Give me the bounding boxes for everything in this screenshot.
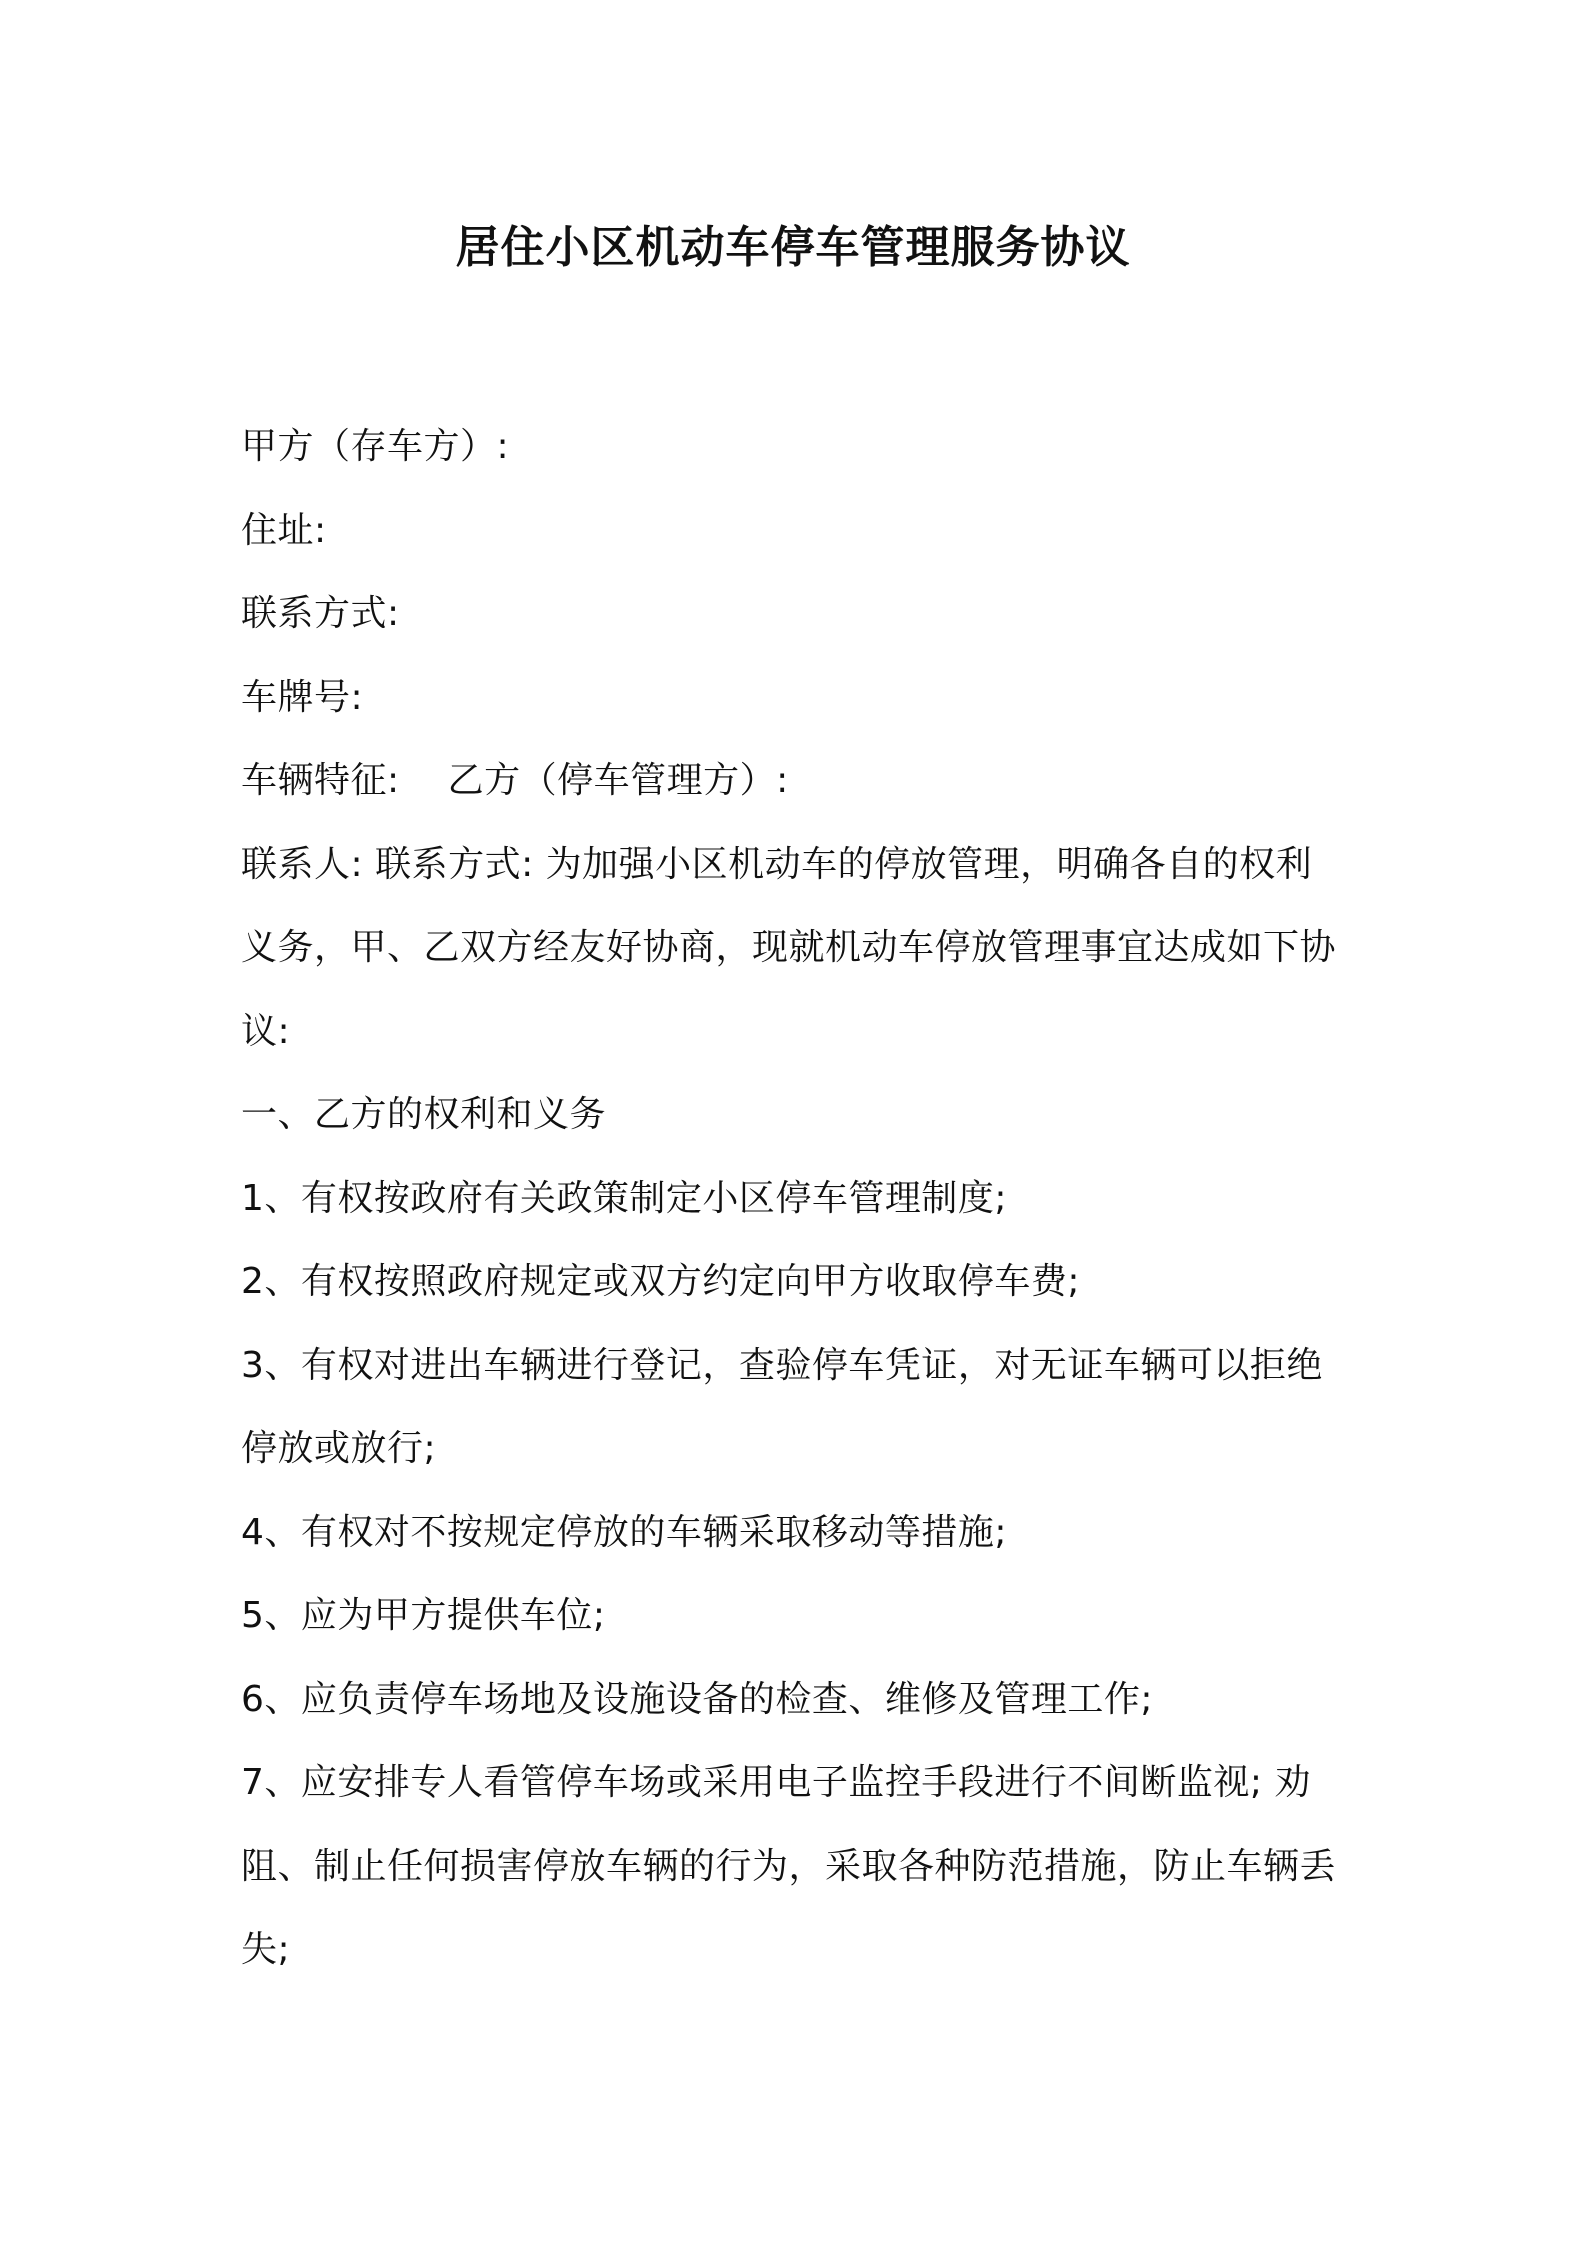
section-heading: 一、乙方的权利和义务 [241, 1094, 607, 1135]
party-b-label: 乙方（停车管理方）: [447, 760, 789, 801]
vehicle-features-label: 车辆特征: [241, 760, 400, 801]
clause-2: 2、有权按照政府规定或双方约定向甲方收取停车费; [241, 1261, 1081, 1302]
intro-line-1: 联系人: 联系方式: 为加强小区机动车的停放管理，明确各自的权利 [241, 843, 1313, 885]
clause-5: 5、应为甲方提供车位; [241, 1595, 606, 1636]
vehicle-and-party-b-line [241, 739, 1361, 823]
party-a-label: 甲方（存车方）: [241, 426, 510, 467]
clause-7-line-3: 失; [241, 1929, 291, 1970]
clause-3-line-1: 3、有权对进出车辆进行登记，查验停车凭证，对无证车辆可以拒绝 [241, 1344, 1323, 1386]
plate-number-label: 车牌号: [241, 676, 364, 718]
address-label: 住址: [241, 509, 327, 551]
intro-line-3: 议: [241, 1010, 291, 1052]
clause-3-line-2: 停放或放行; [241, 1428, 437, 1469]
document-title: 居住小区机动车停车管理服务协议 [455, 222, 1131, 273]
clause-1: 1、有权按政府有关政策制定小区停车管理制度; [241, 1177, 1008, 1219]
clause-7-line-1: 7、应安排专人看管停车场或采用电子监控手段进行不间断监视; 劝 [241, 1762, 1311, 1803]
clause-7-line-2: 阻、制止任何损害停放车辆的行为，采取各种防范措施，防止车辆丢 [241, 1845, 1337, 1887]
clause-6: 6、应负责停车场地及设施设备的检查、维修及管理工作; [241, 1678, 1154, 1720]
clause-4: 4、有权对不按规定停放的车辆采取移动等措施; [241, 1511, 1008, 1553]
intro-line-2: 义务，甲、乙双方经友好协商，现就机动车停放管理事宜达成如下协 [241, 927, 1337, 968]
contact-method-label: 联系方式: [241, 593, 400, 634]
document-body [241, 405, 1361, 1992]
